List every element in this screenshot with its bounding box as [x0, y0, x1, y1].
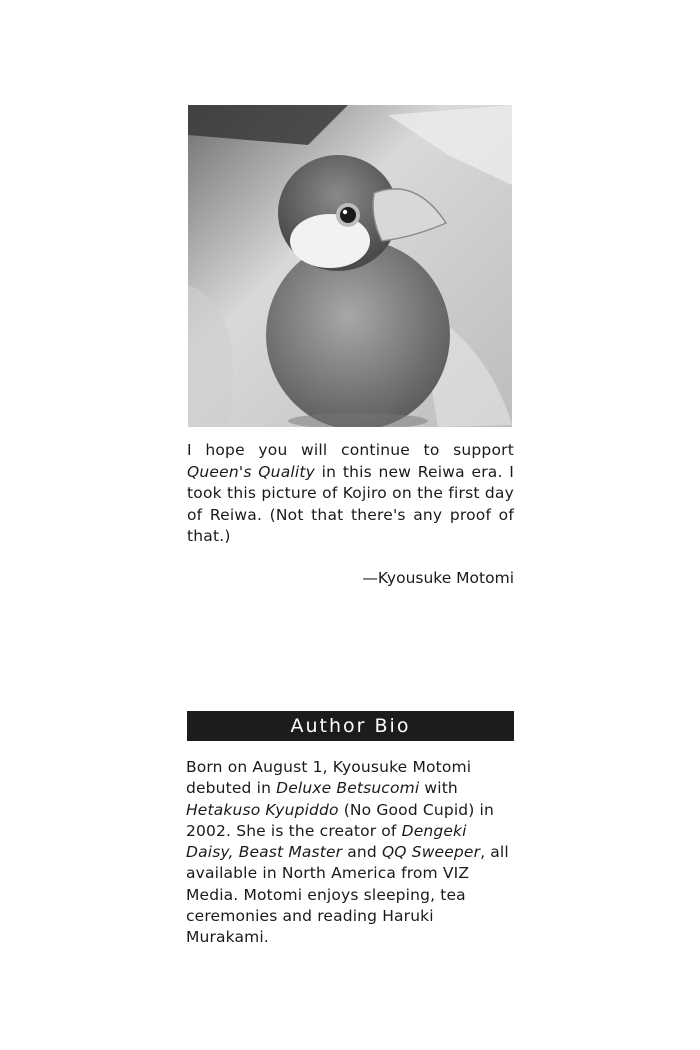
bio-text-3: (No Good Cupid) in 2002. She is the creator of	[186, 800, 494, 840]
photo-caption	[187, 440, 514, 548]
bird-photo	[188, 105, 512, 427]
caption-book-title: Queen's Quality	[187, 462, 316, 481]
bio-magazine-title: Deluxe Betsucomi	[276, 779, 420, 798]
caption-text-1: I hope you will continue to support	[187, 441, 514, 459]
bio-works-titles: Dengeki Daisy, Beast Master	[186, 821, 467, 862]
bird-image-icon	[188, 105, 512, 427]
author-signature: —Kyousuke Motomi	[362, 569, 514, 587]
bio-debut-title: Hetakuso Kyupiddo	[186, 800, 339, 819]
author-bio-text	[186, 757, 516, 949]
bio-text-4: and	[342, 843, 382, 862]
bio-text-5: , all available in North America from VIZ Media. Motomi enjoys sleeping, tea ceremonies and reading Haruki Murakami.	[186, 843, 509, 947]
bio-text-1: Born on August 1, Kyousuke Motomi debuted in	[186, 758, 472, 798]
bio-work-title: QQ Sweeper	[381, 843, 481, 862]
caption-text-2: in this new Reiwa era. I took this picture of Kojiro on the first day of Reiwa. (Not that there's any proof of that.)	[187, 462, 514, 545]
author-bio-heading: Author Bio	[187, 711, 514, 741]
bio-text-2: with	[419, 779, 458, 798]
